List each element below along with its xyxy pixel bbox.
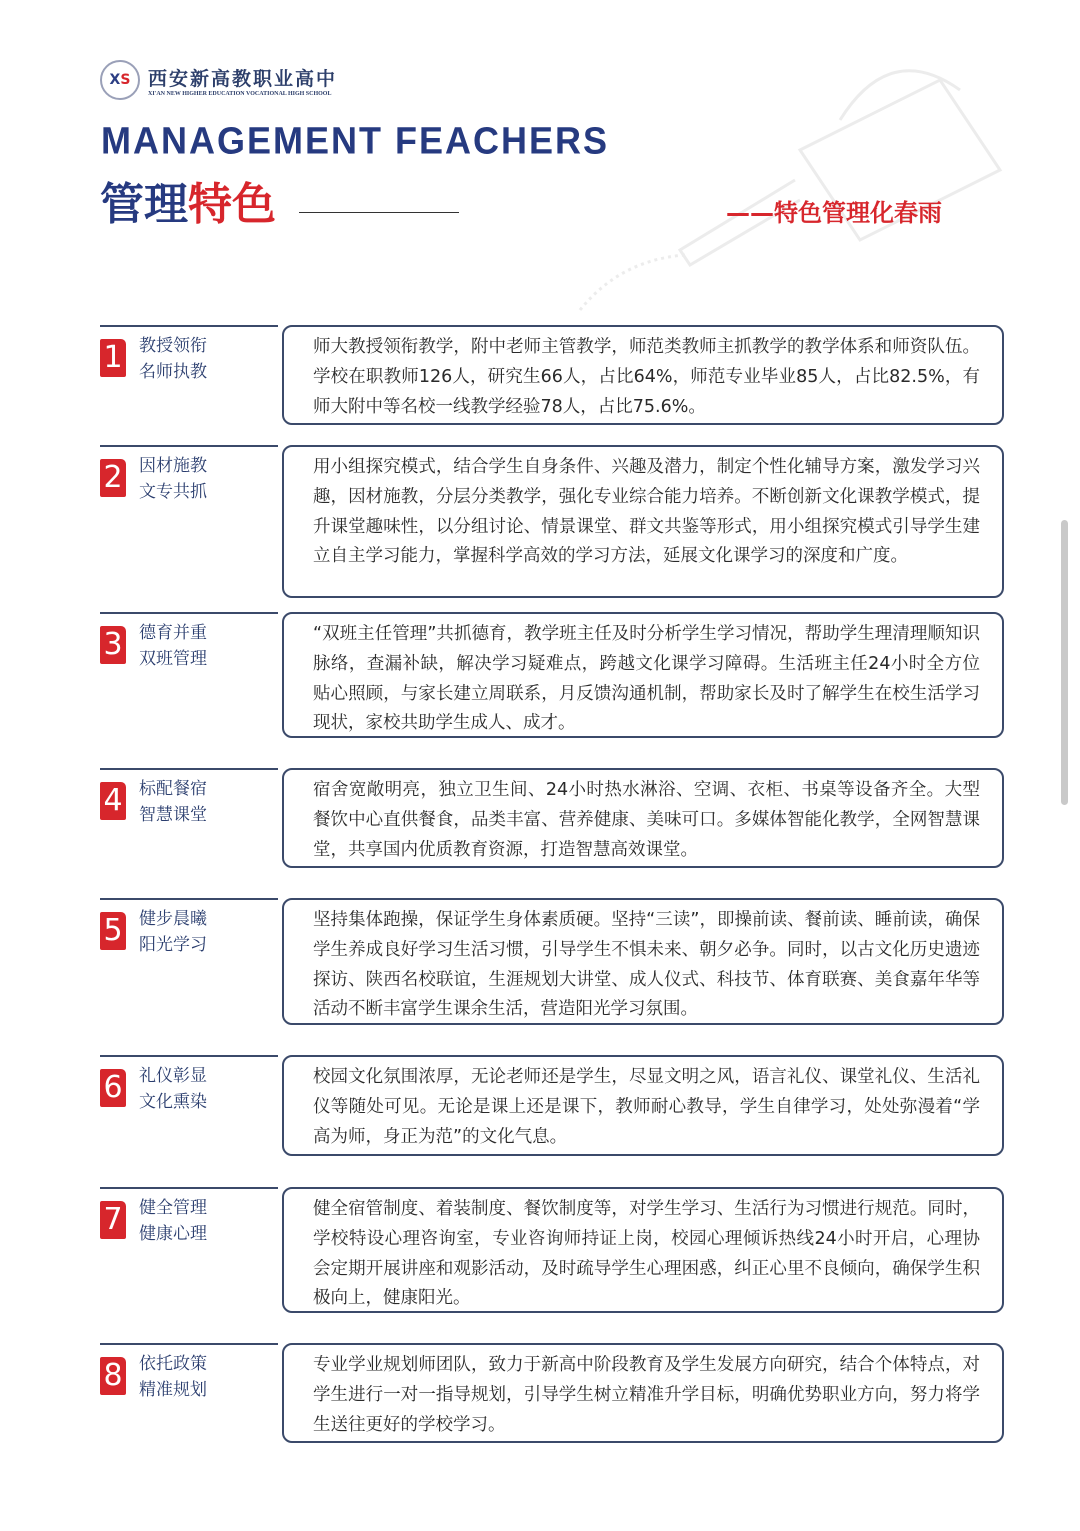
section-number-badge: 2 — [100, 459, 126, 497]
school-name-cn: 西安新高教职业高中 — [148, 67, 338, 90]
scrollbar[interactable] — [1061, 520, 1068, 805]
label-line-1: 教授领衔 — [139, 336, 207, 356]
label-line-2: 文化熏染 — [139, 1092, 207, 1112]
school-logo — [100, 60, 337, 100]
label-line-1: 德育并重 — [139, 623, 207, 643]
title-underline — [299, 212, 459, 213]
label-line-2: 阳光学习 — [139, 935, 207, 955]
label-line-1: 标配餐宿 — [139, 779, 207, 799]
title-part-2: 特色 — [188, 179, 276, 230]
section-label — [139, 620, 207, 672]
section-description: “双班主任管理”共抓德育，教学班主任及时分析学生学习情况，帮助学生理清理顺知识脉络，查漏补缺，解决学习疑难点，跨越文化课学习障碍。生活班主任24小时全方位贴心照顾，与家长建立周联系，月反馈沟通机制，帮助家长及时了解学生在校生活学习现状，家校共助学生成人、成才。 — [282, 612, 1004, 738]
section-divider — [100, 1055, 278, 1057]
section-label — [139, 1351, 207, 1403]
school-name-en: XI'AN NEW HIGHER EDUCATION VOCATIONAL HIGH SCHOOL — [148, 90, 332, 97]
section-label — [139, 776, 207, 828]
section-divider — [100, 898, 278, 900]
english-title: MANAGEMENT FEACHERS — [101, 118, 610, 162]
label-line-1: 依托政策 — [139, 1354, 207, 1374]
label-line-2: 精准规划 — [139, 1380, 207, 1400]
section-description: 专业学业规划师团队，致力于新高中阶段教育及学生发展方向研究，结合个体特点，对学生进行一对一指导规划，引导学生树立精准升学目标，明确优势职业方向，努力将学生送往更好的学校学习。 — [282, 1343, 1004, 1443]
section-label — [139, 453, 207, 505]
section-label — [139, 333, 207, 385]
section-divider — [100, 325, 278, 327]
section-number-badge: 5 — [100, 912, 126, 950]
section-description: 师大教授领衔教学，附中老师主管教学，师范类教师主抓教学的教学体系和师资队伍。学校在职教师126人，研究生66人，占比64%，师范专业毕业85人，占比82.5%，有师大附中等名校一线教学经验78人，占比75.6%。 — [282, 325, 1004, 425]
label-line-1: 健全管理 — [139, 1198, 207, 1218]
section-description: 校园文化氛围浓厚，无论老师还是学生，尽显文明之风，语言礼仪、课堂礼仪、生活礼仪等随处可见。无论是课上还是课下，教师耐心教导，学生自律学习，处处弥漫着“学高为师，身正为范”的文化气息。 — [282, 1055, 1004, 1156]
section-number-badge: 7 — [100, 1201, 126, 1239]
section-divider — [100, 445, 278, 447]
section-number-badge: 8 — [100, 1357, 126, 1395]
section-divider — [100, 1343, 278, 1345]
section-label — [139, 1063, 207, 1115]
section-divider — [100, 1187, 278, 1189]
section-label — [139, 906, 207, 958]
label-line-2: 文专共抓 — [139, 482, 207, 502]
label-line-2: 健康心理 — [139, 1224, 207, 1244]
label-line-1: 礼仪彰显 — [139, 1066, 207, 1086]
section-divider — [100, 768, 278, 770]
section-description: 健全宿管制度、着装制度、餐饮制度等，对学生学习、生活行为习惯进行规范。同时，学校特设心理咨询室，专业咨询师持证上岗，校园心理倾诉热线24小时开启，心理协会定期开展讲座和观影活动，及时疏导学生心理困惑，纠正心里不良倾向，确保学生积极向上，健康阳光。 — [282, 1187, 1004, 1313]
chinese-title — [100, 168, 276, 232]
label-line-2: 双班管理 — [139, 649, 207, 669]
label-line-1: 健步晨曦 — [139, 909, 207, 929]
label-line-1: 因材施教 — [139, 456, 207, 476]
section-description: 坚持集体跑操，保证学生身体素质硬。坚持“三读”，即操前读、餐前读、睡前读，确保学生养成良好学习生活习惯，引导学生不惧未来、朝夕必争。同时，以古文化历史遗迹探访、陕西名校联谊，生涯规划大讲堂、成人仪式、科技节、体育联赛、美食嘉年华等活动不断丰富学生课余生活，营造阳光学习氛围。 — [282, 898, 1004, 1025]
label-line-2: 智慧课堂 — [139, 805, 207, 825]
section-description: 宿舍宽敞明亮，独立卫生间、24小时热水淋浴、空调、衣柜、书桌等设备齐全。大型餐饮中心直供餐食，品类丰富、营养健康、美味可口。多媒体智能化教学，全网智慧课堂，共享国内优质教育资源，打造智慧高效课堂。 — [282, 768, 1004, 868]
section-divider — [100, 612, 278, 614]
section-number-badge: 3 — [100, 626, 126, 664]
section-number-badge: 6 — [100, 1069, 126, 1107]
section-number-badge: 4 — [100, 782, 126, 820]
title-part-1: 管理 — [100, 179, 188, 230]
slogan: ——特色管理化春雨 — [726, 199, 942, 227]
section-label — [139, 1195, 207, 1247]
section-description: 用小组探究模式，结合学生自身条件、兴趣及潜力，制定个性化辅导方案，激发学习兴趣，因材施教，分层分类教学，强化专业综合能力培养。不断创新文化课教学模式，提升课堂趣味性，以分组讨论、情景课堂、群文共鉴等形式，用小组探究模式引导学生建立自主学习能力，掌握科学高效的学习方法，延展文化课学习的深度和广度。 — [282, 445, 1004, 598]
school-emblem-icon: X S — [100, 60, 140, 100]
section-number-badge: 1 — [100, 339, 126, 377]
label-line-2: 名师执教 — [139, 362, 207, 382]
